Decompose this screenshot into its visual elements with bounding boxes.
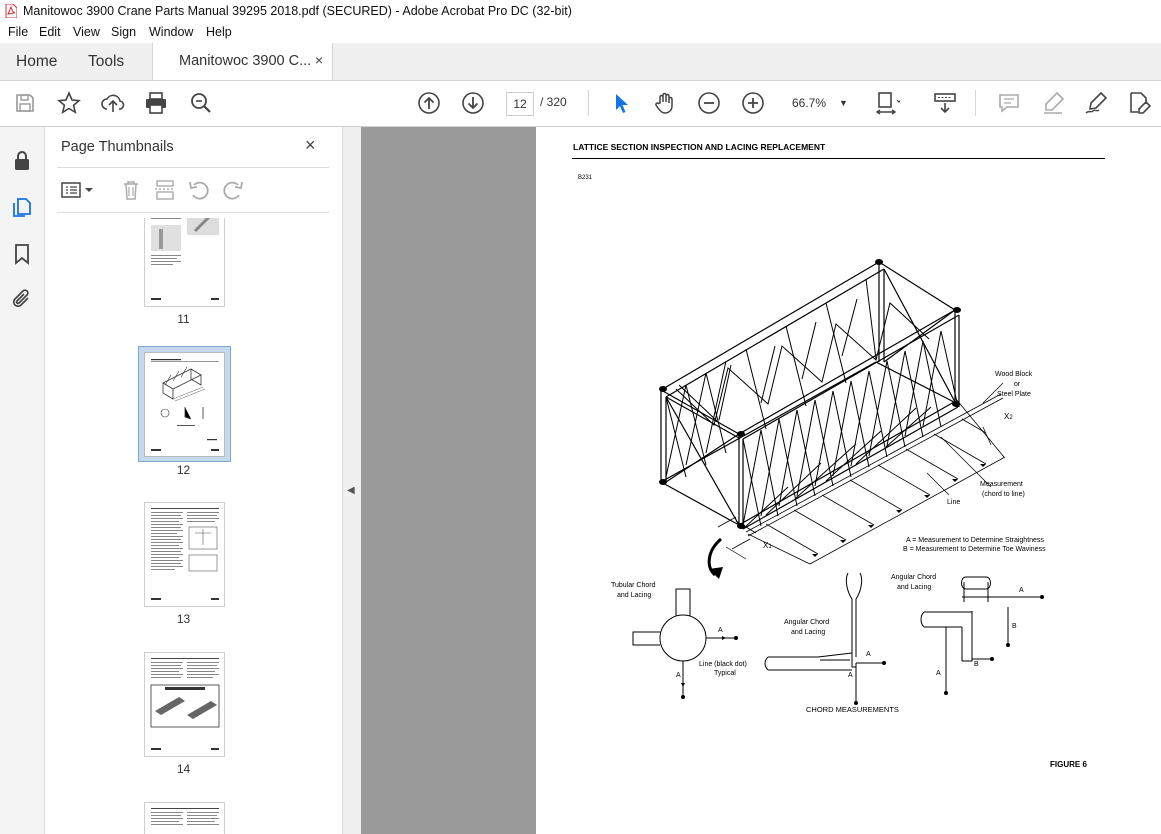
chevron-down-icon: ▼ <box>839 98 848 108</box>
label-angular-chord-right: Angular Chord <box>891 574 937 581</box>
figure-label: FIGURE 6 <box>1050 760 1087 769</box>
select-cursor-icon[interactable] <box>607 90 633 116</box>
menu-edit[interactable]: Edit <box>39 25 61 39</box>
label-a: A <box>936 670 941 677</box>
label-b: B <box>974 661 979 668</box>
menu-sign[interactable]: Sign <box>111 25 137 39</box>
save-icon[interactable] <box>12 90 38 116</box>
close-icon[interactable]: × <box>305 135 316 155</box>
zoom-select[interactable] <box>786 92 852 114</box>
figure-code: B231 <box>578 175 593 181</box>
thumbnails-panel <box>45 127 343 834</box>
label-x2 <box>1004 412 1013 421</box>
zoom-value: 66.7% <box>792 96 827 110</box>
page-heading: LATTICE SECTION INSPECTION AND LACING REPLACEMENT <box>573 142 826 152</box>
label-b: B <box>1012 623 1017 630</box>
label-typical: Typical <box>714 670 736 677</box>
rotate-ccw-icon[interactable] <box>187 178 211 202</box>
label-line: Line <box>947 499 961 506</box>
zoom-in-icon[interactable] <box>740 90 766 116</box>
prev-page-icon[interactable] <box>416 90 442 116</box>
label-a: A <box>718 627 723 634</box>
label-black-dot: Line (black dot) <box>699 661 747 668</box>
label-chord-to-line: (chord to line) <box>982 491 1025 498</box>
edit-pdf-icon[interactable] <box>1126 90 1152 116</box>
bookmark-icon[interactable] <box>10 242 34 266</box>
navigation-rail <box>0 127 45 834</box>
tab-document[interactable] <box>152 43 333 80</box>
label-or: or <box>1014 381 1021 388</box>
zoom-out-icon[interactable] <box>696 90 722 116</box>
label-steel-plate: Steel Plate <box>997 391 1031 398</box>
menu-file[interactable]: File <box>8 25 29 39</box>
sign-icon[interactable] <box>1083 90 1109 116</box>
collapse-arrow-icon[interactable]: ◀ <box>347 485 355 496</box>
lock-icon[interactable] <box>10 149 34 173</box>
hand-icon[interactable] <box>652 90 678 116</box>
options-icon[interactable] <box>59 178 99 202</box>
chord-measurements-caption: CHORD MEASUREMENTS <box>806 705 899 714</box>
panel-title: Page Thumbnails <box>61 139 174 155</box>
acrobat-pdf-icon <box>5 4 17 18</box>
attachment-icon[interactable] <box>10 287 34 311</box>
tab-tools[interactable]: Tools <box>88 53 125 70</box>
lattice-boom-diagram <box>536 127 1161 834</box>
label-x2-letter: X <box>1004 412 1010 421</box>
comment-icon[interactable] <box>996 90 1022 116</box>
legend-b: B = Measurement to Determine Toe Waviness <box>903 546 1046 553</box>
highlight-icon[interactable] <box>1040 90 1066 116</box>
menu-bar <box>0 23 1161 43</box>
label-x1-letter: X <box>763 541 769 550</box>
label-x1 <box>763 541 772 550</box>
scroll-mode-icon[interactable] <box>932 90 958 116</box>
thumbnail-page-image <box>144 352 225 457</box>
thumbnail-page-11[interactable] <box>144 218 225 307</box>
toolbar-divider <box>588 90 589 116</box>
fit-page-icon[interactable] <box>874 90 900 116</box>
title-bar <box>0 0 1161 23</box>
label-a: A <box>866 651 871 658</box>
next-page-icon[interactable] <box>460 90 486 116</box>
thumbnail-label: 13 <box>176 612 191 626</box>
tab-bar <box>0 43 1161 81</box>
label-x1-subscript: 1 <box>768 544 772 550</box>
toolbar-divider <box>975 90 976 116</box>
tab-home[interactable]: Home <box>16 53 58 70</box>
upload-icon[interactable] <box>100 90 126 116</box>
star-icon[interactable] <box>56 90 82 116</box>
page-number-input[interactable]: 12 <box>506 92 534 116</box>
rotate-cw-icon[interactable] <box>221 178 245 202</box>
thumbnail-label: 11 <box>177 312 190 326</box>
panel-collapse-handle[interactable] <box>343 127 361 834</box>
search-zoom-icon[interactable] <box>188 90 214 116</box>
thumbnail-label: 12 <box>176 463 191 477</box>
label-measurement: Measurement <box>980 481 1023 488</box>
label-angular-lacing-mid: and Lacing <box>791 629 826 636</box>
window-title: Manitowoc 3900 Crane Parts Manual 39295 2018.pdf (SECURED) - Adobe Acrobat Pro DC (32-bit) <box>23 4 572 18</box>
delete-icon[interactable] <box>119 178 143 202</box>
tab-close-icon[interactable]: × <box>315 52 324 68</box>
thumbnail-page-15[interactable] <box>144 802 225 834</box>
legend-a: A = Measurement to Determine Straightness <box>906 537 1044 544</box>
label-a: A <box>848 672 853 679</box>
divider <box>57 167 329 168</box>
divider <box>57 212 329 213</box>
pdf-page <box>536 127 1161 834</box>
label-a: A <box>676 672 681 679</box>
thumbnail-page-13[interactable] <box>144 502 225 607</box>
pages-icon[interactable] <box>10 195 34 219</box>
thumbnail-label: 14 <box>176 762 191 776</box>
menu-view[interactable]: View <box>73 25 100 39</box>
label-wood-block: Wood Block <box>995 371 1033 378</box>
label-tubular-lacing: and Lacing <box>617 592 652 599</box>
label-x2-subscript: 2 <box>1009 415 1013 421</box>
thumbnail-list <box>45 218 320 834</box>
thumbnail-page-14[interactable] <box>144 652 225 757</box>
menu-window[interactable]: Window <box>149 25 194 39</box>
label-angular-lacing-right: and Lacing <box>897 584 932 591</box>
tab-document-label: Manitowoc 3900 C... <box>179 53 312 69</box>
toolbar <box>0 81 1161 127</box>
extract-icon[interactable] <box>153 178 177 202</box>
menu-help[interactable]: Help <box>206 25 232 39</box>
label-angular-chord-mid: Angular Chord <box>784 619 830 626</box>
label-tubular-chord: Tubular Chord <box>611 582 656 589</box>
page-total: / 320 <box>540 95 567 109</box>
thumbnail-page-12[interactable] <box>138 346 231 462</box>
print-icon[interactable] <box>143 90 169 116</box>
label-a: A <box>1019 587 1024 594</box>
